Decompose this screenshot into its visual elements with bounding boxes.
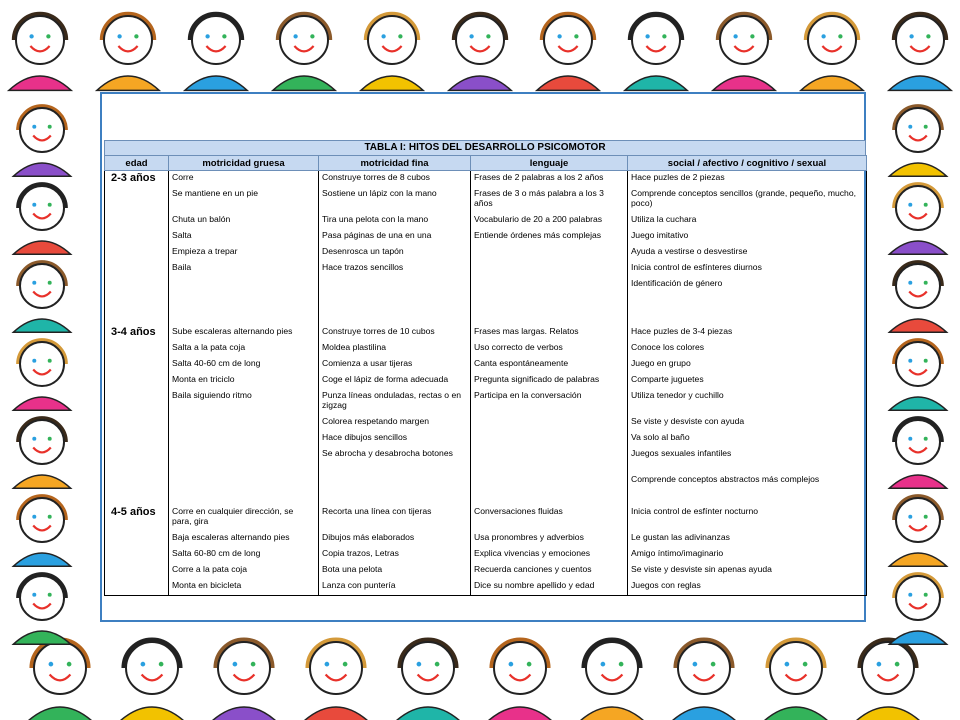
age-cell-empty <box>105 579 169 596</box>
language-cell: Uso correcto de verbos <box>471 341 628 357</box>
table-row <box>105 389 867 415</box>
language-cell <box>471 473 628 505</box>
fine-motor-cell: Hace dibujos sencillos <box>319 431 471 447</box>
kid-face-icon <box>13 108 70 176</box>
language-cell: Pregunta significado de palabras <box>471 373 628 389</box>
table-row <box>105 563 867 579</box>
kid-face-icon <box>118 642 186 720</box>
language-cell: Dice su nombre apellido y edad <box>471 579 628 596</box>
age-group-label: 2-3 años <box>105 171 169 188</box>
kid-face-icon <box>889 342 946 410</box>
gross-motor-cell <box>169 431 319 447</box>
header-social: social / afectivo / cognitivo / sexual <box>628 156 867 171</box>
social-cell: Amigo íntimo/imaginario <box>628 547 867 563</box>
table-header-row <box>105 156 867 171</box>
table-body <box>105 171 867 596</box>
language-cell <box>471 245 628 261</box>
gross-motor-cell: Baila <box>169 261 319 277</box>
milestones-table-container <box>104 140 866 596</box>
fine-motor-cell: Se abrocha y desabrocha botones <box>319 447 471 473</box>
social-cell: Juego en grupo <box>628 357 867 373</box>
header-lenguaje: lenguaje <box>471 156 628 171</box>
table-row <box>105 505 867 531</box>
gross-motor-cell: Salta 40-60 cm de long <box>169 357 319 373</box>
fine-motor-cell <box>319 293 471 325</box>
kid-face-icon <box>185 16 247 90</box>
kid-face-icon <box>26 642 94 720</box>
kid-face-icon <box>13 498 70 566</box>
age-cell-empty <box>105 245 169 261</box>
social-cell: Ayuda a vestirse o desvestirse <box>628 245 867 261</box>
kid-face-icon <box>302 642 370 720</box>
language-cell <box>471 277 628 293</box>
social-cell <box>628 293 867 325</box>
age-cell-empty <box>105 277 169 293</box>
age-group-label: 4-5 años <box>105 505 169 531</box>
social-cell: Hace puzles de 2 piezas <box>628 171 867 188</box>
gross-motor-cell <box>169 293 319 325</box>
table-row <box>105 187 867 213</box>
age-cell-empty <box>105 357 169 373</box>
language-cell: Participa en la conversación <box>471 389 628 415</box>
milestones-table <box>104 155 867 596</box>
language-cell: Entiende órdenes más complejas <box>471 229 628 245</box>
kid-face-icon <box>537 16 599 90</box>
kid-face-icon <box>13 420 70 488</box>
fine-motor-cell: Bota una pelota <box>319 563 471 579</box>
language-cell: Frases de 3 o más palabra a los 3 años <box>471 187 628 213</box>
kid-face-icon <box>625 16 687 90</box>
age-cell-empty <box>105 547 169 563</box>
language-cell: Canta espontáneamente <box>471 357 628 373</box>
fine-motor-cell: Tira una pelota con la mano <box>319 213 471 229</box>
kid-face-icon <box>394 642 462 720</box>
kid-face-icon <box>670 642 738 720</box>
language-cell <box>471 261 628 277</box>
fine-motor-cell: Copia trazos, Letras <box>319 547 471 563</box>
age-cell-empty <box>105 293 169 325</box>
gross-motor-cell <box>169 277 319 293</box>
kid-face-icon <box>578 642 646 720</box>
gross-motor-cell: Monta en triciclo <box>169 373 319 389</box>
slide-frame <box>100 92 866 622</box>
social-cell: Comparte juguetes <box>628 373 867 389</box>
header-motricidad-fina: motricidad fina <box>319 156 471 171</box>
age-cell-empty <box>105 341 169 357</box>
gross-motor-cell: Salta <box>169 229 319 245</box>
kid-face-icon <box>713 16 775 90</box>
fine-motor-cell: Punza líneas onduladas, rectas o en zigzag <box>319 389 471 415</box>
language-cell <box>471 447 628 473</box>
kid-face-icon <box>273 16 335 90</box>
kid-face-icon <box>449 16 511 90</box>
age-cell-empty <box>105 373 169 389</box>
gross-motor-cell: Se mantiene en un pie <box>169 187 319 213</box>
social-cell: Juegos con reglas <box>628 579 867 596</box>
fine-motor-cell: Desenrosca un tapón <box>319 245 471 261</box>
social-cell: Conoce los colores <box>628 341 867 357</box>
kid-face-icon <box>13 342 70 410</box>
table-row <box>105 357 867 373</box>
social-cell: Comprende conceptos sencillos (grande, pequeño, mucho, poco) <box>628 187 867 213</box>
kid-face-icon <box>889 576 946 644</box>
social-cell: Juegos sexuales infantiles <box>628 447 867 473</box>
language-cell: Frases mas largas. Relatos <box>471 325 628 341</box>
age-cell-empty <box>105 531 169 547</box>
kid-face-icon <box>889 186 946 254</box>
table-row <box>105 229 867 245</box>
social-cell: Se viste y desviste sin apenas ayuda <box>628 563 867 579</box>
fine-motor-cell: Construye torres de 8 cubos <box>319 171 471 188</box>
kid-face-icon <box>97 16 159 90</box>
fine-motor-cell: Construye torres de 10 cubos <box>319 325 471 341</box>
fine-motor-cell <box>319 473 471 505</box>
kid-face-icon <box>889 16 951 90</box>
gross-motor-cell <box>169 447 319 473</box>
header-edad: edad <box>105 156 169 171</box>
fine-motor-cell: Lanza con puntería <box>319 579 471 596</box>
kid-face-icon <box>486 642 554 720</box>
kid-face-icon <box>361 16 423 90</box>
social-cell: Le gustan las adivinanzas <box>628 531 867 547</box>
table-row <box>105 277 867 293</box>
gross-motor-cell: Corre <box>169 171 319 188</box>
kid-face-icon <box>9 16 71 90</box>
social-cell: Utiliza tenedor y cuchillo <box>628 389 867 415</box>
age-cell-empty <box>105 213 169 229</box>
fine-motor-cell: Comienza a usar tijeras <box>319 357 471 373</box>
social-cell: Va solo al baño <box>628 431 867 447</box>
table-row <box>105 171 867 188</box>
gross-motor-cell: Corre en cualquier dirección, se para, gira <box>169 505 319 531</box>
language-cell: Explica vivencias y emociones <box>471 547 628 563</box>
age-cell-empty <box>105 563 169 579</box>
language-cell: Vocabulario de 20 a 200 palabras <box>471 213 628 229</box>
kid-face-icon <box>889 420 946 488</box>
age-cell-empty <box>105 261 169 277</box>
age-cell-empty <box>105 389 169 415</box>
table-row <box>105 447 867 473</box>
table-row <box>105 431 867 447</box>
gross-motor-cell: Monta en bicicleta <box>169 579 319 596</box>
fine-motor-cell <box>319 277 471 293</box>
fine-motor-cell: Sostiene un lápiz con la mano <box>319 187 471 213</box>
kid-face-icon <box>13 264 70 332</box>
kid-face-icon <box>854 642 922 720</box>
table-row <box>105 325 867 341</box>
fine-motor-cell: Pasa páginas de una en una <box>319 229 471 245</box>
gross-motor-cell: Corre a la pata coja <box>169 563 319 579</box>
gross-motor-cell: Salta a la pata coja <box>169 341 319 357</box>
table-row <box>105 531 867 547</box>
language-cell <box>471 431 628 447</box>
gross-motor-cell: Salta 60-80 cm de long <box>169 547 319 563</box>
gross-motor-cell: Sube escaleras alternando pies <box>169 325 319 341</box>
language-cell <box>471 293 628 325</box>
fine-motor-cell: Recorta una línea con tijeras <box>319 505 471 531</box>
fine-motor-cell: Coge el lápiz de forma adecuada <box>319 373 471 389</box>
gross-motor-cell: Empieza a trepar <box>169 245 319 261</box>
language-cell: Frases de 2 palabras a los 2 años <box>471 171 628 188</box>
social-cell: Inicia control de esfínteres diurnos <box>628 261 867 277</box>
language-cell: Usa pronombres y adverbios <box>471 531 628 547</box>
table-title: TABLA I: HITOS DEL DESARROLLO PSICOMOTOR <box>104 140 866 155</box>
age-cell-empty <box>105 431 169 447</box>
fine-motor-cell: Colorea respetando margen <box>319 415 471 431</box>
age-cell-empty <box>105 187 169 213</box>
kid-face-icon <box>210 642 278 720</box>
fine-motor-cell: Moldea plastilina <box>319 341 471 357</box>
social-cell: Identificación de género <box>628 277 867 293</box>
kid-face-icon <box>801 16 863 90</box>
table-row <box>105 213 867 229</box>
age-cell-empty <box>105 229 169 245</box>
gross-motor-cell <box>169 473 319 505</box>
table-row <box>105 373 867 389</box>
table-row <box>105 547 867 563</box>
fine-motor-cell: Dibujos más elaborados <box>319 531 471 547</box>
gross-motor-cell <box>169 415 319 431</box>
kid-face-icon <box>889 108 946 176</box>
table-row <box>105 261 867 277</box>
social-cell: Se viste y desviste con ayuda <box>628 415 867 431</box>
language-cell: Recuerda canciones y cuentos <box>471 563 628 579</box>
header-motricidad-gruesa: motricidad gruesa <box>169 156 319 171</box>
age-cell-empty <box>105 447 169 473</box>
kid-face-icon <box>13 576 70 644</box>
age-cell-empty <box>105 473 169 505</box>
language-cell <box>471 415 628 431</box>
age-group-label: 3-4 años <box>105 325 169 341</box>
gross-motor-cell: Chuta un balón <box>169 213 319 229</box>
social-cell: Juego imitativo <box>628 229 867 245</box>
social-cell: Comprende conceptos abstractos más complejos <box>628 473 867 505</box>
table-row <box>105 341 867 357</box>
table-row <box>105 245 867 261</box>
social-cell: Hace puzles de 3-4 piezas <box>628 325 867 341</box>
social-cell: Inicia control de esfínter nocturno <box>628 505 867 531</box>
age-cell-empty <box>105 415 169 431</box>
fine-motor-cell: Hace trazos sencillos <box>319 261 471 277</box>
table-row <box>105 293 867 325</box>
language-cell: Conversaciones fluidas <box>471 505 628 531</box>
gross-motor-cell: Baila siguiendo ritmo <box>169 389 319 415</box>
social-cell: Utiliza la cuchara <box>628 213 867 229</box>
kid-face-icon <box>762 642 830 720</box>
kid-face-icon <box>889 498 946 566</box>
gross-motor-cell: Baja escaleras alternando pies <box>169 531 319 547</box>
table-row <box>105 473 867 505</box>
table-row <box>105 579 867 596</box>
table-row <box>105 415 867 431</box>
kid-face-icon <box>13 186 70 254</box>
kid-face-icon <box>889 264 946 332</box>
